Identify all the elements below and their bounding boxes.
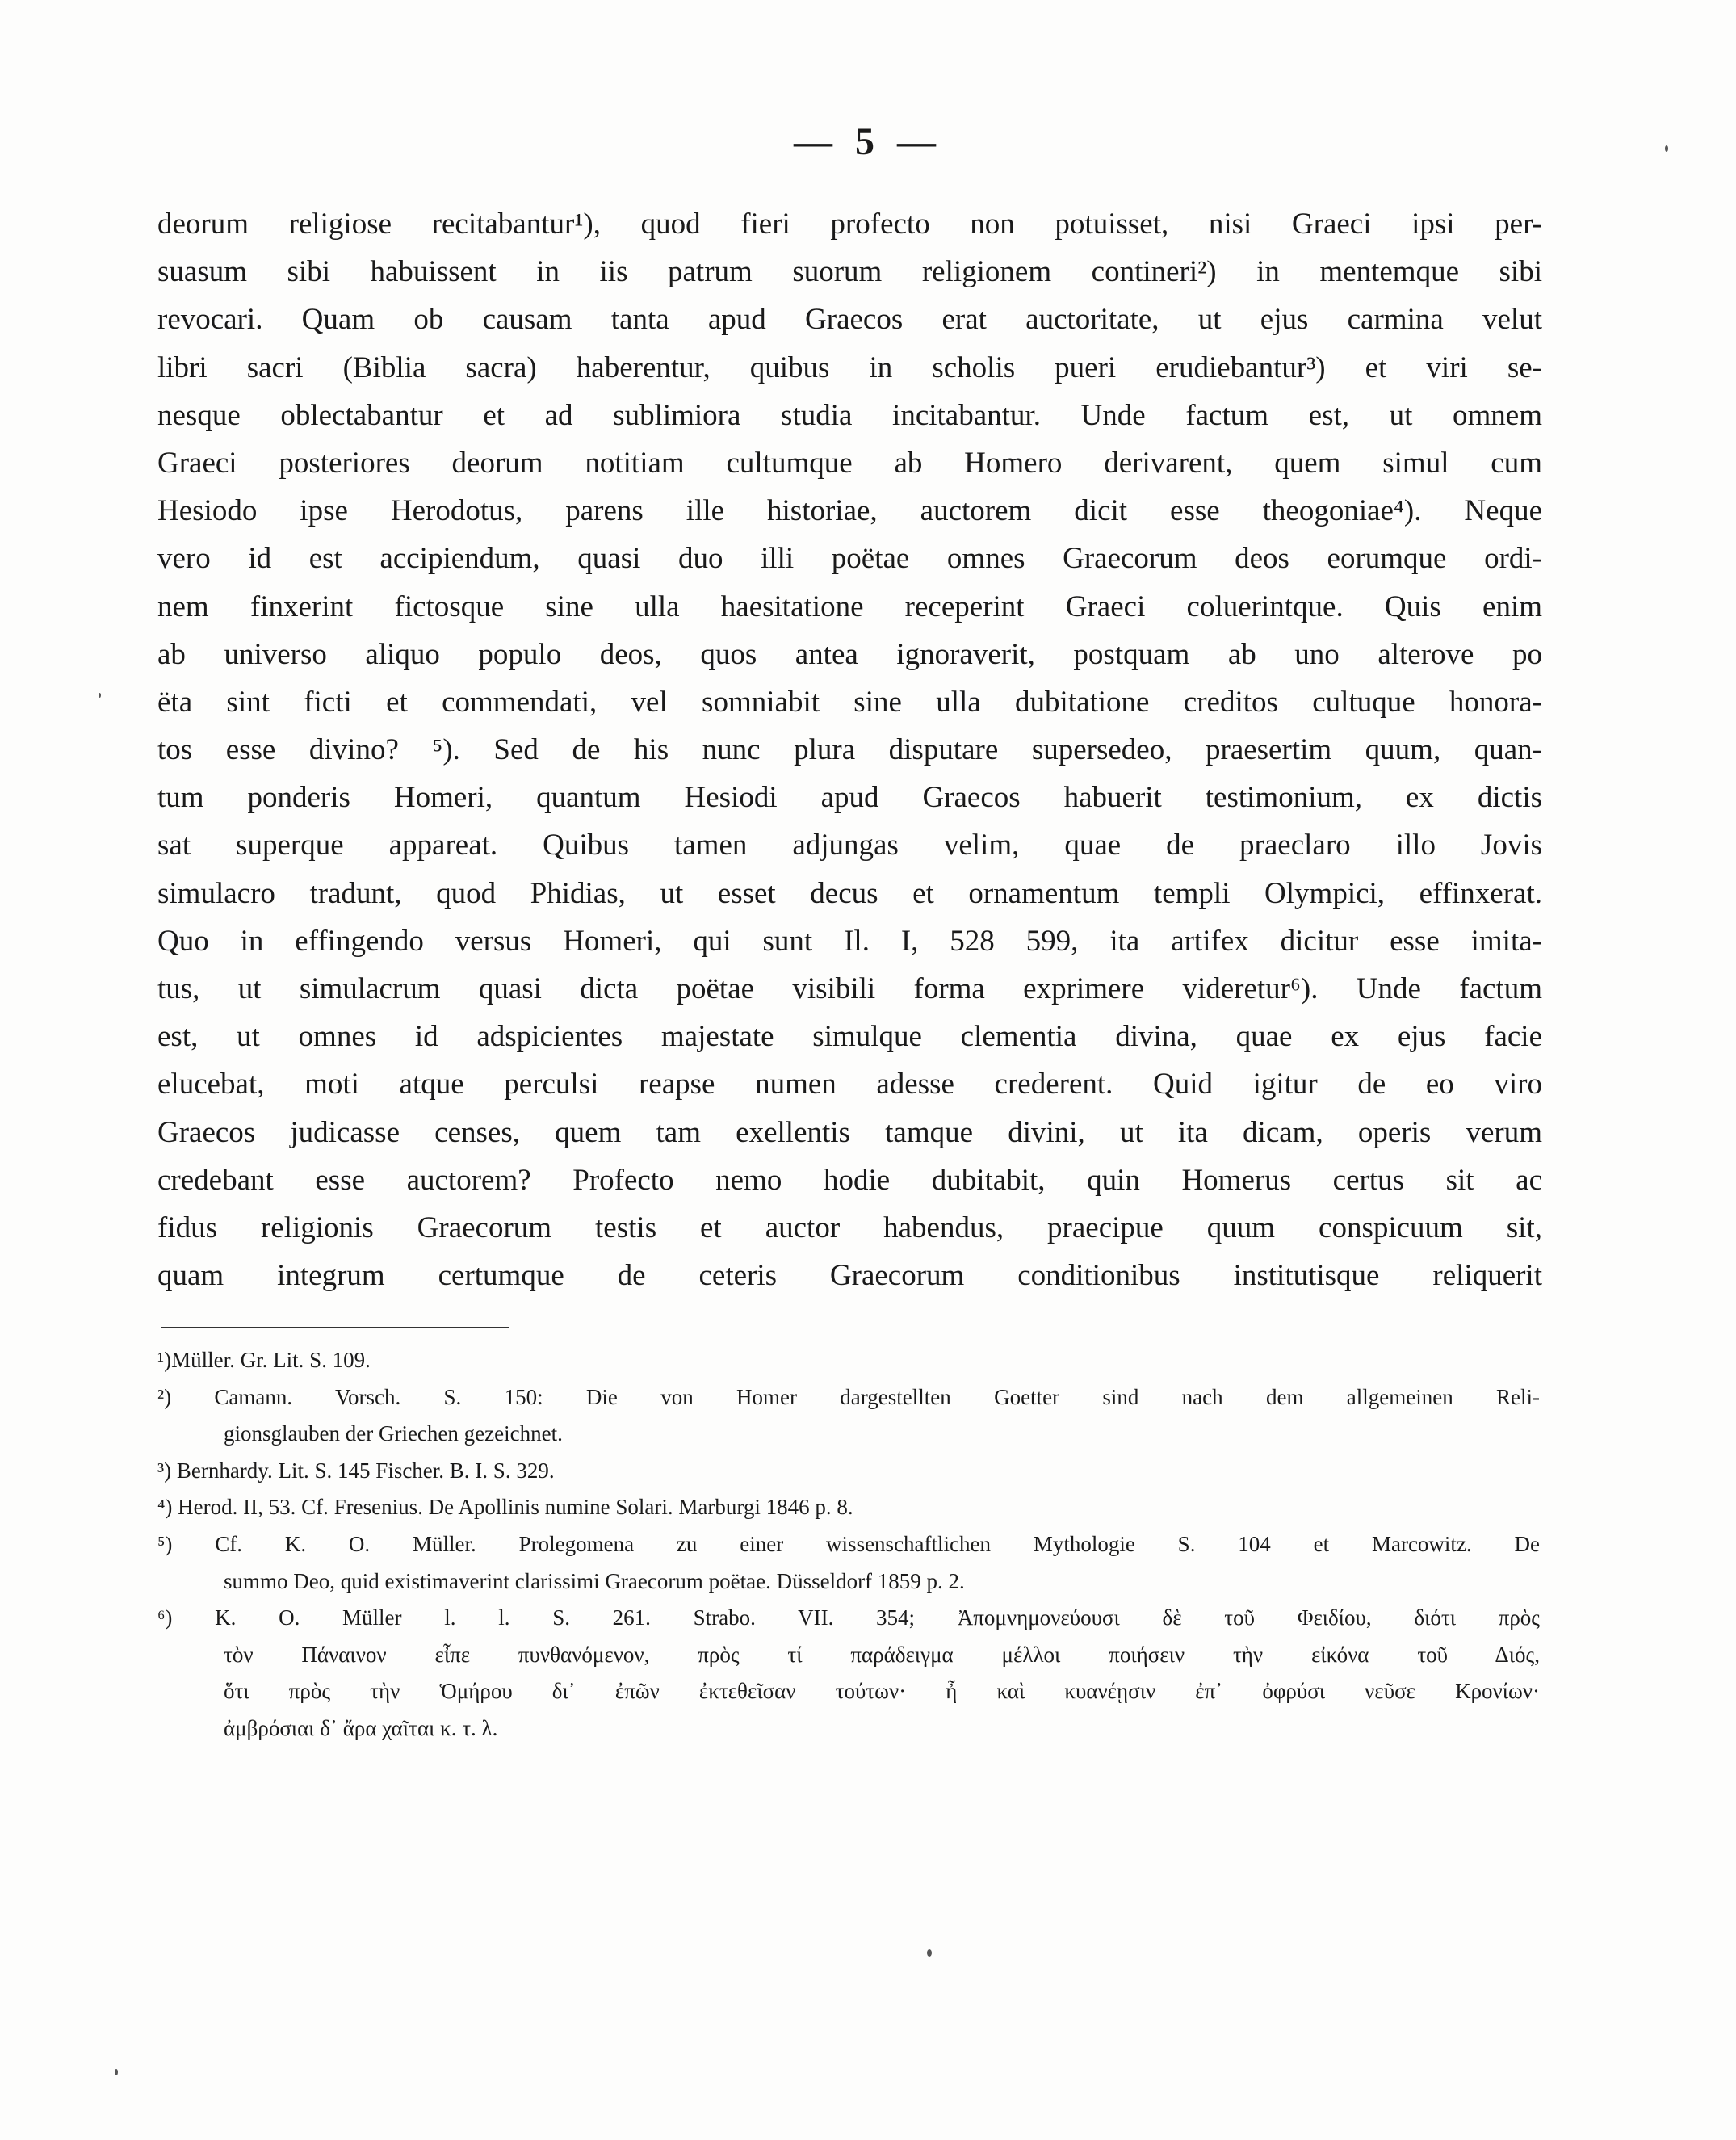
- footnote-6-continuation: ἀμβρόσιαι δ᾽ ἄρα χαῖται κ. τ. λ.: [224, 1715, 498, 1740]
- text-line: nem finxerint fictosque sine ulla haesitatione receperint Graeci coluerintque. Quis enim: [157, 590, 1542, 623]
- text-line: ab universo aliquo populo deos, quos antea ignoraverit, postquam ab uno alterove po: [157, 637, 1542, 671]
- text-line: Graeci posteriores deorum notitiam cultumque ab Homero derivarent, quem simul cum: [157, 446, 1542, 480]
- footnote-6-continuation: τὸν Πάναινον εἶπε πυνθανόμενον, πρὸς τί παράδειγμα μέλλοι ποιήσειν τὴν εἰκόνα τοῦ Διός,: [224, 1642, 1540, 1667]
- scan-speck: [1665, 145, 1668, 152]
- text-line: Hesiodo ipse Herodotus, parens ille historiae, auctorem dicit esse theogoniae⁴). Neque: [157, 494, 1542, 528]
- scan-speck: [115, 2069, 118, 2075]
- footnote-5-continuation: summo Deo, quid existimaverint clarissimi Graecorum poëtae. Düsseldorf 1859 p. 2.: [224, 1568, 965, 1593]
- text-line: simulacro tradunt, quod Phidias, ut esset decus et ornamentum templi Olympici, effinxerat.: [157, 876, 1542, 910]
- footnote-6: ⁶) K. O. Müller l. l. S. 261. Strabo. VII. 354; Ἀπομνημονεύουσι δὲ τοῦ Φειδίου, διότι πρὸς: [157, 1605, 1540, 1630]
- text-line: Quo in effingendo versus Homeri, qui sunt Il. I, 528 599, ita artifex dicitur esse imita-: [157, 924, 1542, 958]
- scan-speck: [927, 1949, 932, 1957]
- text-line: vero id est accipiendum, quasi duo illi poëtae omnes Graecorum deos eorumque ordi-: [157, 542, 1542, 576]
- text-line: tos esse divino? ⁵). Sed de his nunc plura disputare supersedeo, praesertim quum, quan-: [157, 733, 1542, 767]
- footnote-4: ⁴) Herod. II, 53. Cf. Fresenius. De Apollinis numine Solari. Marburgi 1846 p. 8.: [157, 1495, 853, 1520]
- text-line: sat superque appareat. Quibus tamen adjungas velim, quae de praeclaro illo Jovis: [157, 829, 1542, 862]
- main-text: [157, 200, 1542, 1299]
- text-line: Graecos judicasse censes, quem tam exellentis tamque divini, ut ita dicam, operis verum: [157, 1115, 1542, 1149]
- text-line: est, ut omnes id adspicientes majestate simulque clementia divina, quae ex ejus facie: [157, 1020, 1542, 1054]
- text-line: fidus religionis Graecorum testis et auctor habendus, praecipue quum conspicuum sit,: [157, 1211, 1542, 1244]
- text-line: nesque oblectabantur et ad sublimiora studia incitabantur. Unde factum est, ut omnem: [157, 398, 1542, 432]
- text-line: credebant esse auctorem? Profecto nemo hodie dubitabit, quin Homerus certus sit ac: [157, 1163, 1542, 1197]
- text-line: ëta sint ficti et commendati, vel somniabit sine ulla dubitatione creditos cultuque honora-: [157, 685, 1542, 719]
- text-line: deorum religiose recitabantur¹), quod fieri profecto non potuisset, nisi Graeci ipsi per-: [157, 208, 1542, 241]
- scan-speck: [99, 693, 101, 698]
- footnote-1: ¹)Müller. Gr. Lit. S. 109.: [157, 1348, 371, 1372]
- text-line: quam integrum certumque de ceteris Graecorum conditionibus institutisque reliquerit: [157, 1259, 1542, 1293]
- footnote-2-continuation: gionsglauben der Griechen gezeichnet.: [224, 1421, 563, 1446]
- page-number: — 5 —: [794, 120, 942, 163]
- text-line: suasum sibi habuissent in iis patrum suorum religionem contineri²) in mentemque sibi: [157, 255, 1542, 289]
- footnote-2: ²) Camann. Vorsch. S. 150: Die von Homer dargestellten Goetter sind nach dem allgemeinen Reli-: [157, 1384, 1540, 1409]
- text-line: libri sacri (Biblia sacra) haberentur, quibus in scholis pueri erudiebantur³) et viri se-: [157, 350, 1542, 384]
- text-line: elucebat, moti atque perculsi reapse numen adesse crederent. Quid igitur de eo viro: [157, 1068, 1542, 1101]
- footnote-divider: [161, 1327, 509, 1328]
- footnote-3: ³) Bernhardy. Lit. S. 145 Fischer. B. I. S. 329.: [157, 1458, 555, 1483]
- text-line: tus, ut simulacrum quasi dicta poëtae visibili forma exprimere videretur⁶). Unde factum: [157, 972, 1542, 1005]
- text-line: tum ponderis Homeri, quantum Hesiodi apud Graecos habuerit testimonium, ex dictis: [157, 781, 1542, 815]
- footnotes: [157, 1342, 1540, 1748]
- text-line: revocari. Quam ob causam tanta apud Graecos erat auctoritate, ut ejus carmina velut: [157, 303, 1542, 337]
- footnote-5: ⁵) Cf. K. O. Müller. Prolegomena zu einer wissenschaftlichen Mythologie S. 104 et Marcowitz. De: [157, 1531, 1540, 1556]
- footnote-6-continuation: ὅτι πρὸς τὴν Ὁμήρου δι᾽ ἐπῶν ἐκτεθεῖσαν τούτων· ἦ καὶ κυανέῃσιν ἐπ᾽ ὀφρύσι νεῦσε Κρονίων·: [224, 1679, 1540, 1704]
